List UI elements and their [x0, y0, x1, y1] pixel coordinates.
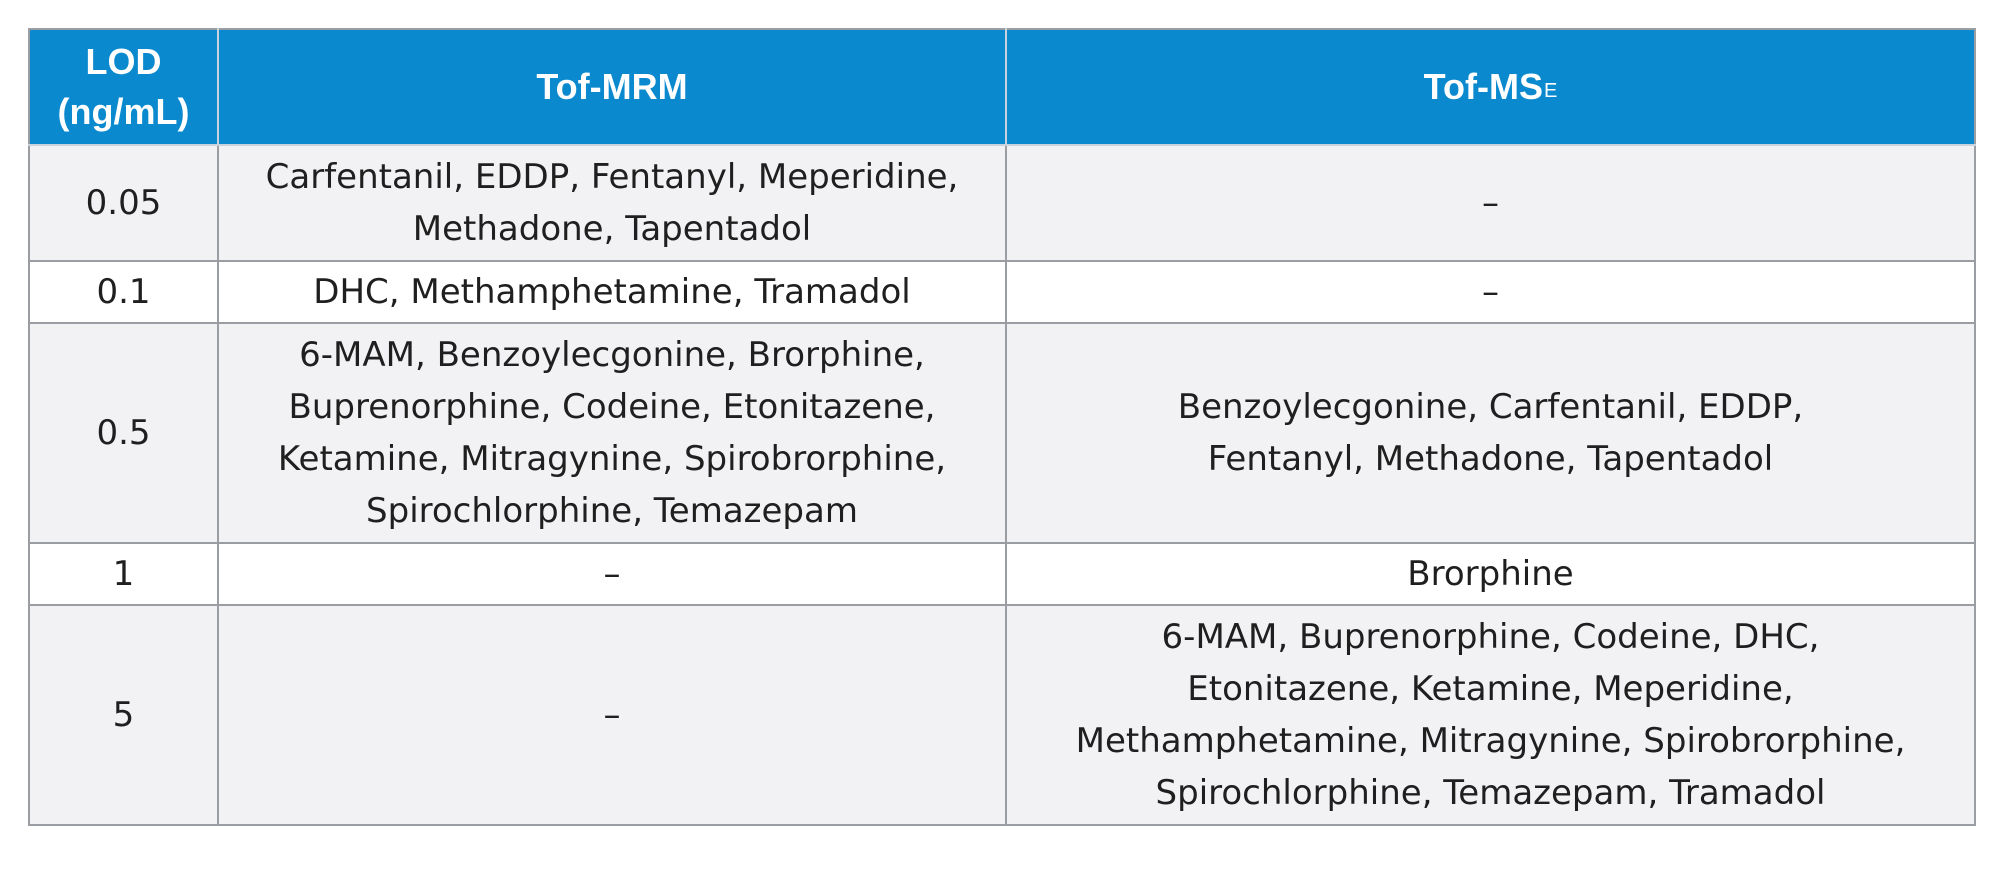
- tof-mse-line: Spirochlorphine, Temazepam, Tramadol: [1155, 773, 1826, 813]
- header-lod-line2: (ng/mL): [57, 91, 190, 132]
- header-lod-line1: LOD: [85, 41, 162, 82]
- tof-mrm-line: 6-MAM, Benzoylecgonine, Brorphine,: [299, 335, 925, 375]
- tof-mrm-line: –: [603, 554, 621, 594]
- tof-mrm-line: Methadone, Tapentadol: [412, 209, 812, 249]
- cell-tof-mrm: [218, 145, 1006, 261]
- cell-tof-mrm: [218, 605, 1006, 825]
- tof-mse-line: –: [1482, 183, 1499, 223]
- tof-mrm-line: Carfentanil, EDDP, Fentanyl, Meperidine,: [265, 157, 959, 197]
- header-lod: [29, 29, 218, 145]
- header-tof-mrm: [218, 29, 1006, 145]
- lod-value: 1: [112, 554, 135, 594]
- tof-mrm-line: Ketamine, Mitragynine, Spirobrorphine,: [277, 439, 947, 479]
- lod-comparison-table: [28, 28, 1976, 826]
- lod-value: 0.1: [96, 272, 151, 312]
- cell-tof-mse: [1006, 145, 1975, 261]
- lod-value: 0.05: [85, 183, 162, 223]
- header-tof-mrm-label: Tof-MRM: [536, 66, 688, 107]
- tof-mrm-line: DHC, Methamphetamine, Tramadol: [313, 272, 911, 312]
- header-tof-mse: [1006, 29, 1975, 145]
- cell-lod: [29, 261, 218, 323]
- tof-mrm-line: Spirochlorphine, Temazepam: [366, 491, 858, 531]
- tof-mrm-line: –: [603, 695, 621, 735]
- header-tof-mse-superscript: E: [1543, 80, 1558, 102]
- header-row: [29, 29, 1975, 145]
- tof-mse-line: Etonitazene, Ketamine, Meperidine,: [1187, 669, 1794, 709]
- tof-mrm-line: Buprenorphine, Codeine, Etonitazene,: [288, 387, 936, 427]
- cell-tof-mse: [1006, 543, 1975, 605]
- table-header: [29, 29, 1975, 145]
- table-row: [29, 543, 1975, 605]
- table-body: [29, 145, 1975, 825]
- tof-mse-line: –: [1482, 272, 1499, 312]
- cell-lod: [29, 543, 218, 605]
- cell-tof-mrm: [218, 543, 1006, 605]
- table-row: [29, 261, 1975, 323]
- cell-tof-mse: [1006, 323, 1975, 543]
- cell-lod: [29, 605, 218, 825]
- cell-tof-mrm: [218, 261, 1006, 323]
- cell-tof-mse: [1006, 261, 1975, 323]
- table-row: [29, 323, 1975, 543]
- tof-mse-line: Fentanyl, Methadone, Tapentadol: [1207, 439, 1774, 479]
- lod-value: 5: [112, 695, 135, 735]
- header-tof-mse-label: Tof-MS: [1423, 66, 1543, 107]
- cell-lod: [29, 145, 218, 261]
- cell-tof-mse: [1006, 605, 1975, 825]
- tof-mse-line: 6-MAM, Buprenorphine, Codeine, DHC,: [1161, 617, 1820, 657]
- table-row: [29, 605, 1975, 825]
- cell-lod: [29, 323, 218, 543]
- lod-value: 0.5: [96, 413, 151, 453]
- cell-tof-mrm: [218, 323, 1006, 543]
- tof-mse-line: Brorphine: [1407, 554, 1574, 594]
- tof-mse-line: Methamphetamine, Mitragynine, Spirobrorphine,: [1075, 721, 1906, 761]
- tof-mse-line: Benzoylecgonine, Carfentanil, EDDP,: [1177, 387, 1804, 427]
- table-row: [29, 145, 1975, 261]
